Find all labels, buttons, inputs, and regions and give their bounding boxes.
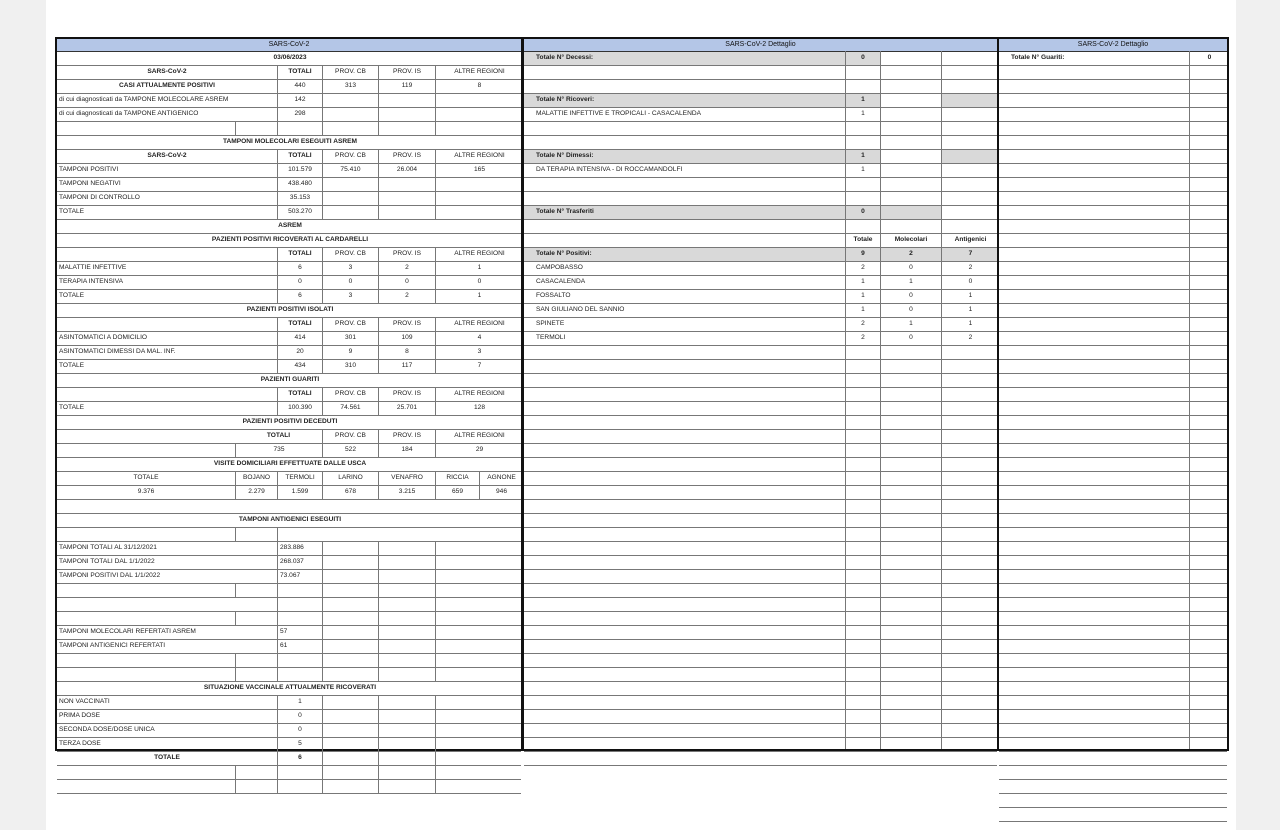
usca-header-row: TOTALE BOJANO TERMOLI LARINO VENAFRO RICCIA AGNONE: [57, 472, 521, 486]
spacer-row: [524, 178, 997, 192]
empty-row: [524, 500, 997, 514]
empty-row: [999, 500, 1227, 514]
empty-row: [999, 458, 1227, 472]
tamponi-totale-row: TOTALE 503.270: [57, 206, 521, 220]
empty-row: [524, 570, 997, 584]
empty-row: [999, 164, 1227, 178]
spacer-row: [524, 122, 997, 136]
guariti-header-row: TOTALI PROV. CB PROV. IS ALTRE REGIONI: [57, 388, 521, 402]
empty-row: [999, 374, 1227, 388]
comune-row: FOSSALTO 1 0 1: [524, 290, 997, 304]
spacer-row: [57, 766, 521, 780]
dimessi-row: Totale N° Dimessi: 1: [524, 150, 997, 164]
empty-row: [999, 346, 1227, 360]
empty-row: [999, 640, 1227, 654]
date-row: [57, 52, 521, 66]
vacc-seconda-row: SECONDA DOSE/DOSE UNICA 0: [57, 724, 521, 738]
referti-antigenici-row: TAMPONI ANTIGENICI REFERTATI 61: [57, 640, 521, 654]
empty-row: [524, 542, 997, 556]
empty-row: [524, 696, 997, 710]
empty-row: [999, 220, 1227, 234]
empty-row: [524, 724, 997, 738]
empty-row: [524, 640, 997, 654]
ricoverati-title-row: PAZIENTI POSITIVI RICOVERATI AL CARDARELLI: [57, 234, 521, 248]
empty-row: [999, 682, 1227, 696]
empty-row: [524, 626, 997, 640]
vacc-totale-row: TOTALE 6: [57, 752, 521, 766]
vaccinale-title-row: SITUAZIONE VACCINALE ATTUALMENTE RICOVERATI: [57, 682, 521, 696]
ricoveri-item-row: MALATTIE INFETTIVE E TROPICALI - CASACALENDA 1: [524, 108, 997, 122]
empty-row: [524, 388, 997, 402]
empty-row: [999, 724, 1227, 738]
spacer-row: [57, 500, 521, 514]
empty-row: [999, 94, 1227, 108]
empty-row: [524, 360, 997, 374]
trasferiti-row: Totale N° Trasferiti 0: [524, 206, 997, 220]
empty-row: [524, 346, 997, 360]
summary-title: SARS-CoV-2: [57, 39, 521, 52]
empty-row: [524, 584, 997, 598]
detail-title: SARS-CoV-2 Dettaglio: [524, 39, 997, 52]
guariti-totale-row: TOTALE 100.390 74.561 25.701 128: [57, 402, 521, 416]
spacer-row: [524, 66, 997, 80]
vacc-non-row: NON VACCINATI 1: [57, 696, 521, 710]
empty-row: [999, 808, 1227, 822]
antigenici-tot2021-row: TAMPONI TOTALI AL 31/12/2021 283.886: [57, 542, 521, 556]
isolati-title-row: PAZIENTI POSITIVI ISOLATI: [57, 304, 521, 318]
dimessi-item-row: DA TERAPIA INTENSIVA - DI ROCCAMANDOLFI 1: [524, 164, 997, 178]
deceduti-title-row: PAZIENTI POSITIVI DECEDUTI: [57, 416, 521, 430]
ricoverati-totale-row: TOTALE 6 3 2 1: [57, 290, 521, 304]
spacer-row: [57, 612, 521, 626]
empty-row: [999, 108, 1227, 122]
vacc-prima-row: PRIMA DOSE 0: [57, 710, 521, 724]
casi-positivi-row: CASI ATTUALMENTE POSITIVI 440 313 119 8: [57, 80, 521, 94]
comune-row: CAMPOBASSO 2 0 2: [524, 262, 997, 276]
report-date: 03/06/2023: [273, 54, 307, 61]
empty-row: [999, 416, 1227, 430]
empty-rows: [999, 66, 1227, 822]
positivi-header-row: Totale Molecolari Antigenici: [524, 234, 997, 248]
empty-row: [999, 360, 1227, 374]
tamponi-header-row: SARS-CoV-2 TOTALI PROV. CB PROV. IS ALTRE REGIONI: [57, 150, 521, 164]
spacer-row: [524, 136, 997, 150]
empty-row: [999, 248, 1227, 262]
positivi-row: Totale N° Positivi: 9 2 7: [524, 248, 997, 262]
empty-row: [999, 696, 1227, 710]
empty-row: [999, 598, 1227, 612]
empty-row: [524, 430, 997, 444]
empty-row: [524, 612, 997, 626]
guariti-panel-title: SARS-CoV-2 Dettaglio: [999, 39, 1227, 52]
empty-rows: [524, 346, 997, 766]
spacer-row: [524, 220, 997, 234]
referti-molecolari-row: TAMPONI MOLECOLARI REFERTATI ASREM 57: [57, 626, 521, 640]
empty-row: [999, 122, 1227, 136]
guariti-panel: [997, 37, 1229, 751]
molecolare-row: di cui diagnosticati da TAMPONE MOLECOLARE ASREM 142: [57, 94, 521, 108]
spacer-row: [524, 80, 997, 94]
terapia-intensiva-row: TERAPIA INTENSIVA 0 0 0 0: [57, 276, 521, 290]
empty-row: [524, 402, 997, 416]
ricoverati-header-row: TOTALI PROV. CB PROV. IS ALTRE REGIONI: [57, 248, 521, 262]
empty-row: [524, 738, 997, 752]
malattie-infettive-row: MALATTIE INFETTIVE 6 3 2 1: [57, 262, 521, 276]
empty-row: [999, 178, 1227, 192]
spacer-row: [57, 528, 521, 542]
empty-row: [999, 738, 1227, 752]
antigenici-tot2022-row: TAMPONI TOTALI DAL 1/1/2022 268.037: [57, 556, 521, 570]
empty-row: [999, 794, 1227, 808]
empty-row: [524, 458, 997, 472]
empty-row: [524, 444, 997, 458]
empty-row: [524, 486, 997, 500]
spacer-row: [57, 122, 521, 136]
empty-row: [524, 528, 997, 542]
empty-row: [999, 766, 1227, 780]
tamponi-title-row: TAMPONI MOLECOLARI ESEGUITI ASREM: [57, 136, 521, 150]
empty-row: [524, 710, 997, 724]
empty-row: [524, 556, 997, 570]
empty-row: [999, 192, 1227, 206]
empty-row: [999, 626, 1227, 640]
vacc-terza-row: TERZA DOSE 5: [57, 738, 521, 752]
empty-row: [524, 598, 997, 612]
asintomatici-dimessi-row: ASINTOMATICI DIMESSI DA MAL. INF. 20 9 8 3: [57, 346, 521, 360]
empty-row: [999, 486, 1227, 500]
spacer-row: [57, 780, 521, 794]
comune-row: TERMOLI 2 0 2: [524, 332, 997, 346]
ricoveri-row: Totale N° Ricoveri: 1: [524, 94, 997, 108]
empty-row: [999, 234, 1227, 248]
tamponi-negativi-row: TAMPONI NEGATIVI 438.480: [57, 178, 521, 192]
empty-row: [999, 318, 1227, 332]
spacer-row: [524, 192, 997, 206]
empty-row: [999, 402, 1227, 416]
comune-row: SAN GIULIANO DEL SANNIO 1 0 1: [524, 304, 997, 318]
empty-row: [999, 780, 1227, 794]
empty-row: [999, 668, 1227, 682]
empty-row: [999, 542, 1227, 556]
guariti-row: Totale N° Guariti: 0: [999, 52, 1227, 66]
empty-row: [999, 570, 1227, 584]
spacer-row: [57, 584, 521, 598]
tamponi-controllo-row: TAMPONI DI CONTROLLO 35.153: [57, 192, 521, 206]
comune-row: CASACALENDA 1 1 0: [524, 276, 997, 290]
deceduti-header-row: TOTALI PROV. CB PROV. IS ALTRE REGIONI: [57, 430, 521, 444]
empty-row: [999, 752, 1227, 766]
empty-row: [999, 262, 1227, 276]
summary-panel: [55, 37, 523, 761]
empty-row: [999, 206, 1227, 220]
empty-row: [999, 332, 1227, 346]
antigenici-pos2022-row: TAMPONI POSITIVI DAL 1/1/2022 73.067: [57, 570, 521, 584]
asrem-row: ASREM: [57, 220, 521, 234]
empty-row: [524, 514, 997, 528]
empty-row: [999, 472, 1227, 486]
empty-row: [999, 444, 1227, 458]
empty-row: [524, 682, 997, 696]
empty-row: [524, 472, 997, 486]
empty-row: [999, 150, 1227, 164]
comune-row: SPINETE 2 1 1: [524, 318, 997, 332]
empty-row: [524, 654, 997, 668]
detail-panel: [522, 37, 999, 751]
empty-row: [999, 556, 1227, 570]
empty-row: [999, 654, 1227, 668]
isolati-totale-row: TOTALE 434 310 117 7: [57, 360, 521, 374]
empty-row: [999, 528, 1227, 542]
empty-row: [999, 514, 1227, 528]
decessi-row: Totale N° Decessi: 0: [524, 52, 997, 66]
spacer-row: [57, 654, 521, 668]
tamponi-positivi-row: TAMPONI POSITIVI 101.579 75.410 26.004 165: [57, 164, 521, 178]
empty-row: [524, 668, 997, 682]
usca-title-row: VISITE DOMICILIARI EFFETTUATE DALLE USCA: [57, 458, 521, 472]
spacer-row: [57, 598, 521, 612]
antigenici-title-row: TAMPONI ANTIGENICI ESEGUITI: [57, 514, 521, 528]
empty-row: [999, 430, 1227, 444]
empty-row: [999, 276, 1227, 290]
empty-row: [999, 710, 1227, 724]
empty-row: [524, 416, 997, 430]
casi-header-row: SARS-CoV-2 TOTALI PROV. CB PROV. IS ALTRE REGIONI: [57, 66, 521, 80]
guariti-title-row: PAZIENTI GUARITI: [57, 374, 521, 388]
empty-row: [999, 584, 1227, 598]
isolati-header-row: TOTALI PROV. CB PROV. IS ALTRE REGIONI: [57, 318, 521, 332]
empty-row: [999, 80, 1227, 94]
empty-row: [999, 66, 1227, 80]
usca-values-row: 9.376 2.279 1.599 678 3.215 659 946: [57, 486, 521, 500]
asintomatici-domicilio-row: ASINTOMATICI A DOMICILIO 414 301 109 4: [57, 332, 521, 346]
empty-row: [524, 752, 997, 766]
empty-row: [999, 136, 1227, 150]
empty-row: [524, 374, 997, 388]
empty-row: [999, 304, 1227, 318]
spacer-row: [57, 668, 521, 682]
deceduti-values-row: 735 522 184 29: [57, 444, 521, 458]
antigenico-row: di cui diagnosticati da TAMPONE ANTIGENICO 298: [57, 108, 521, 122]
empty-row: [999, 388, 1227, 402]
empty-row: [999, 290, 1227, 304]
empty-row: [999, 612, 1227, 626]
